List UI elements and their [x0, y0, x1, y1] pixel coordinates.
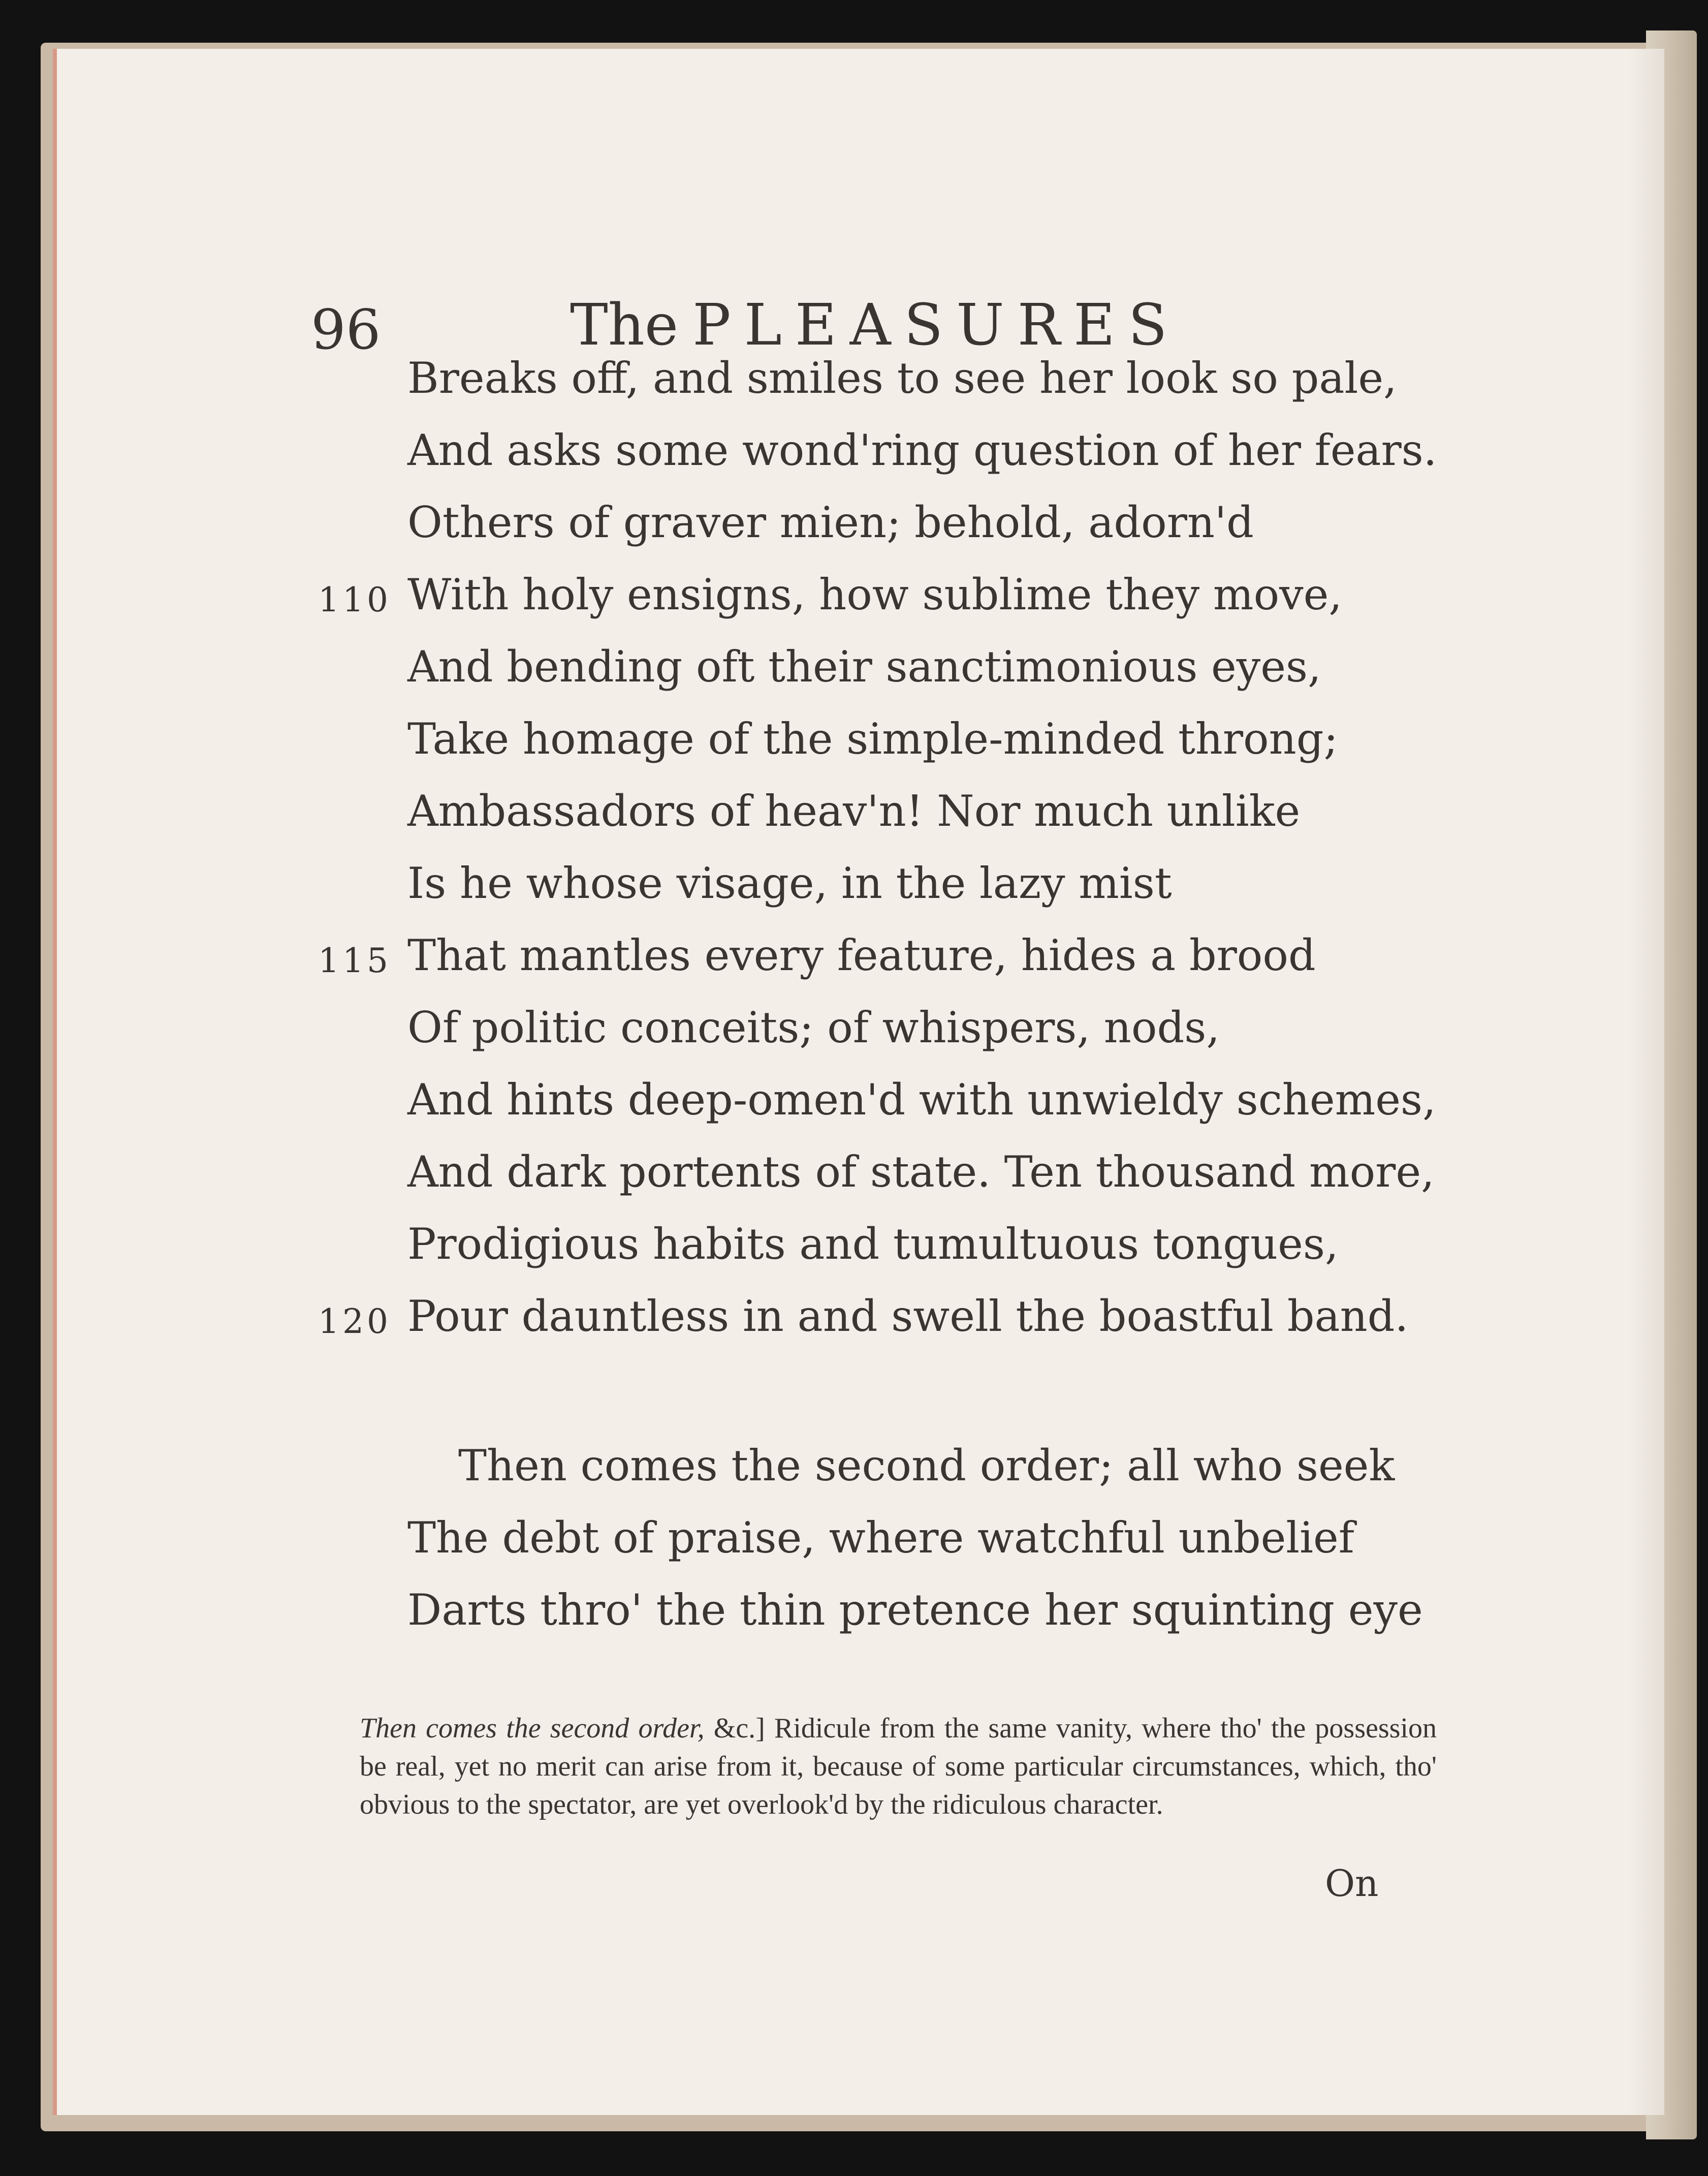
line-text: And bending oft their sanctimonious eyes,	[407, 642, 1321, 692]
page-number: 96	[311, 298, 381, 362]
line-text: Then comes the second order; all who seek	[458, 1441, 1395, 1490]
poem-line	[57, 642, 1664, 696]
line-number: 110	[318, 580, 391, 619]
line-number: 115	[318, 941, 391, 980]
footnote-text: &c.] Ridicule from the same vanity, where tho' the possession be real, yet no merit can arise from it, because of some particular circumstances, which, tho' obvious to the spectator, are yet overlook'd by the ridiculous character.	[360, 1713, 1437, 1820]
poem-line	[57, 1075, 1664, 1129]
poem-line	[57, 570, 1664, 624]
line-text: The debt of praise, where watchful unbelief	[407, 1513, 1354, 1563]
line-text: Darts thro' the thin pretence her squinting eye	[407, 1585, 1423, 1635]
footnote-lemma: Then comes the second order,	[360, 1713, 705, 1744]
footnote	[360, 1709, 1437, 1824]
line-text: And hints deep-omen'd with unwieldy schemes,	[407, 1075, 1436, 1125]
poem-line	[57, 1585, 1664, 1639]
line-text: That mantles every feature, hides a brood	[407, 930, 1316, 980]
line-text: Of politic conceits; of whispers, nods,	[407, 1003, 1220, 1052]
poem-line	[57, 714, 1664, 768]
catchword: On	[1325, 1862, 1379, 1905]
line-text: Others of graver mien; behold, adorn'd	[407, 498, 1254, 547]
poem-line	[57, 786, 1664, 841]
line-text: Is he whose visage, in the lazy mist	[407, 858, 1172, 908]
book-page	[53, 49, 1664, 2115]
poem-line	[57, 858, 1664, 913]
line-text: Breaks off, and smiles to see her look so pale,	[407, 353, 1397, 403]
line-text: And asks some wond'ring question of her fears.	[407, 425, 1437, 475]
poem-line	[57, 353, 1664, 408]
poem-line	[57, 498, 1664, 552]
line-number: 120	[318, 1302, 391, 1341]
poem-line	[57, 1513, 1664, 1567]
poem-line	[57, 1441, 1664, 1495]
poem-line	[57, 1003, 1664, 1057]
poem-line	[57, 1219, 1664, 1273]
poem-line	[57, 1291, 1664, 1346]
poem-line	[57, 1147, 1664, 1201]
poem-line	[57, 930, 1664, 985]
line-text: Take homage of the simple-minded throng;	[407, 714, 1338, 764]
poem-line	[57, 425, 1664, 480]
line-text: And dark portents of state. Ten thousand more,	[407, 1147, 1435, 1197]
running-title-article: The	[570, 292, 679, 358]
line-text: Pour dauntless in and swell the boastful band.	[407, 1291, 1409, 1341]
running-title-main: PLEASURES	[692, 292, 1181, 358]
line-text: With holy ensigns, how sublime they move,	[407, 570, 1343, 619]
line-text: Ambassadors of heav'n! Nor much unlike	[407, 786, 1301, 836]
line-text: Prodigious habits and tumultuous tongues,	[407, 1219, 1339, 1269]
